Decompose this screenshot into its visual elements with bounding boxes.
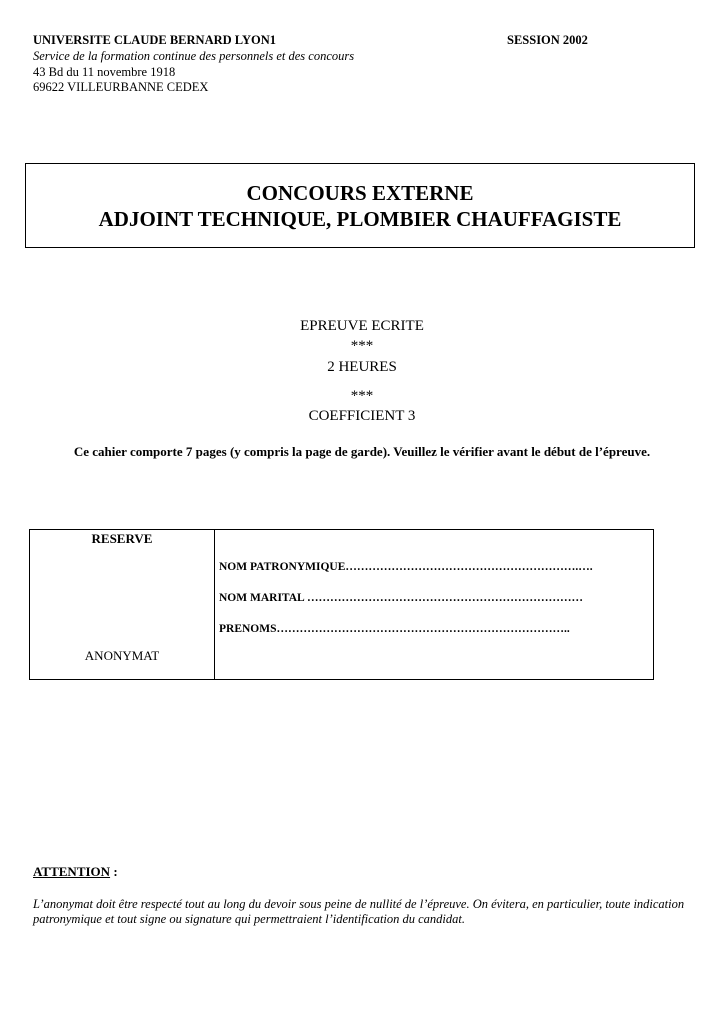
exam-coefficient: COEFFICIENT 3: [308, 408, 416, 424]
reserve-label: RESERVE: [91, 531, 153, 546]
anonymat-label: ANONYMAT: [84, 648, 160, 663]
exam-type: EPREUVE ECRITE: [300, 318, 424, 334]
service-name: Service de la formation continue des personnels et des concours: [33, 49, 355, 63]
page-count-notice: Ce cahier comporte 7 pages (y compris la page de garde). Veuillez le vérifier avant le début de l’épreuve.: [73, 444, 651, 459]
attention-heading: [33, 864, 118, 880]
prenoms-field[interactable]: PRENOMS…………………………………………………………………..: [219, 623, 570, 635]
attention-colon: :: [110, 864, 118, 879]
institution-name: UNIVERSITE CLAUDE BERNARD LYON1: [33, 33, 276, 47]
address-line-2: 69622 VILLEURBANNE CEDEX: [33, 80, 209, 94]
separator-2: ***: [350, 388, 374, 404]
exam-duration: 2 HEURES: [327, 359, 397, 375]
nom-patronymique-field[interactable]: NOM PATRONYMIQUE…………………………………………………….….: [219, 561, 593, 573]
attention-label: ATTENTION: [33, 864, 111, 879]
title-line-1: CONCOURS EXTERNE: [246, 180, 474, 205]
address-line-1: 43 Bd du 11 novembre 1918: [33, 65, 176, 79]
nom-marital-field[interactable]: NOM MARITAL ………………………………………………………………: [219, 592, 583, 604]
title-box: [25, 163, 695, 248]
session-label: SESSION 2002: [507, 33, 588, 47]
title-line-2: ADJOINT TECHNIQUE, PLOMBIER CHAUFFAGISTE: [98, 206, 622, 231]
table-divider: [214, 530, 215, 679]
separator-1: ***: [350, 338, 374, 354]
reserve-table: [29, 529, 654, 680]
attention-text: L’anonymat doit être respecté tout au long du devoir sous peine de nullité de l’épreuve. On évitera, en particulier, toute indication patronymique et tout signe ou signature qui permettraient l’identification du candidat.: [33, 897, 685, 926]
